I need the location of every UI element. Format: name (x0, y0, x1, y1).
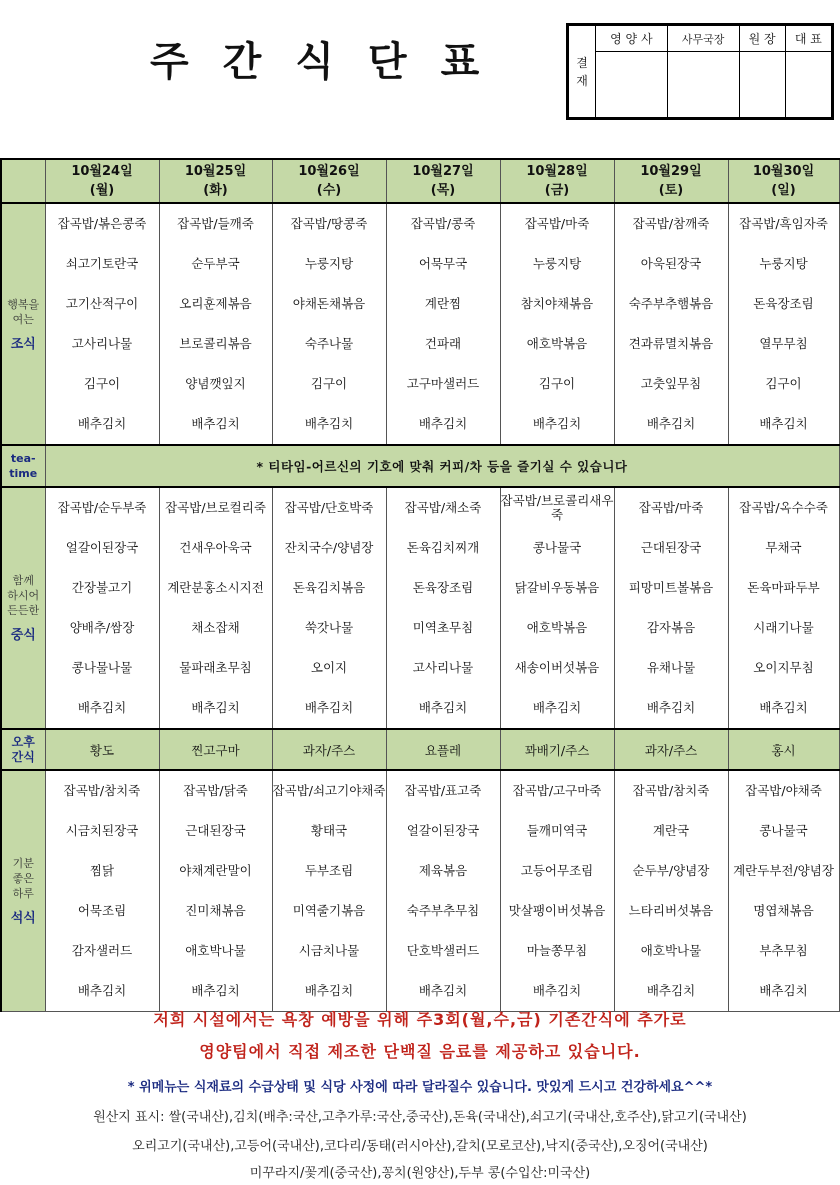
menu-item: 순두부/양념장 (632, 863, 710, 878)
title-char: 주 (150, 39, 197, 85)
snack-item: 과자/주스 (272, 729, 386, 770)
menu-item: 잡곡밥/볶은콩죽 (57, 216, 147, 231)
menu-item: 잡곡밥/브로컬리죽 (165, 500, 266, 515)
menu-item: 고춧잎무침 (640, 376, 702, 391)
menu-item: 돈육장조림 (412, 580, 474, 595)
menu-item: 간장불고기 (71, 580, 133, 595)
breakfast-day-cell (159, 203, 272, 445)
approval-role: 영 양 사 (596, 26, 668, 52)
lunch-day-cell (386, 487, 500, 729)
menu-item: 시금치나물 (298, 943, 360, 958)
menu-item: 감자볶음 (646, 620, 696, 635)
menu-item: 잡곡밥/참치죽 (63, 783, 141, 798)
menu-item: 배추김치 (418, 416, 468, 431)
menu-item: 고구마샐러드 (406, 376, 480, 391)
day-date: 10월25일 (184, 164, 247, 179)
menu-item: 잡곡밥/고구마죽 (512, 783, 602, 798)
day-of-week: (화) (203, 183, 228, 198)
menu-item: 진미채볶음 (185, 903, 246, 918)
menu-item: 숙주부추무침 (406, 903, 480, 918)
menu-item: 피망미트볼볶음 (628, 580, 714, 595)
menu-item: 오리훈제볶음 (179, 296, 252, 311)
menu-item: 잡곡밥/마죽 (638, 500, 704, 515)
approval-role: 대 표 (785, 26, 831, 52)
menu-item: 오이지 (310, 660, 348, 675)
menu-item: 배추김치 (191, 700, 240, 715)
snack-item: 꽈배기/주스 (500, 729, 614, 770)
menu-item: 배추김치 (77, 700, 127, 715)
menu-item: 잡곡밥/옥수수죽 (739, 500, 828, 515)
menu-item: 콩나물나물 (71, 660, 133, 675)
menu-item: 브로콜리볶음 (179, 336, 252, 351)
menu-item: 고사리나물 (71, 336, 133, 351)
notice-red-line-1: 저희 시설에서는 욕창 예방을 위해 주3회(월,수,금) 기존간식에 추가로 (153, 1010, 687, 1029)
menu-item: 애호박볶음 (526, 336, 588, 351)
snack-item: 요플레 (386, 729, 500, 770)
breakfast-day-cell (614, 203, 728, 445)
menu-item: 잡곡밥/콩죽 (410, 216, 476, 231)
menu-item: 얼갈이된장국 (65, 540, 139, 555)
breakfast-label-subtitle: 행복을 여는 (7, 297, 40, 326)
menu-item: 잡곡밥/브로콜리새우죽 (500, 493, 614, 522)
menu-item: 잡곡밥/마죽 (524, 216, 590, 231)
menu-item: 누룽지탕 (304, 256, 354, 271)
menu-item: 고사리나물 (412, 660, 474, 675)
dinner-label-subtitle: 기분 좋은 하루 (12, 857, 34, 900)
menu-item: 고등어무조림 (520, 863, 594, 878)
date-header-row (1, 159, 839, 203)
snack-item: 홍시 (728, 729, 839, 770)
approval-label-2: 재 (576, 73, 588, 88)
menu-item: 배추김치 (532, 983, 582, 998)
menu-item: 배추김치 (759, 983, 808, 998)
dinner-day-cell (728, 770, 839, 1012)
lunch-day-cell (159, 487, 272, 729)
notice-blue-line: * 위메뉴는 식재료의 수급상태 및 식당 사정에 따라 달라질수 있습니다. 맛있게 드시고 건강하세요^^* (127, 1080, 713, 1095)
menu-item: 계란찜 (424, 296, 462, 311)
menu-item: 배추김치 (77, 416, 127, 431)
menu-item: 애호박나물 (185, 943, 246, 958)
menu-item: 김구이 (83, 376, 121, 391)
menu-item: 계란두부전/양념장 (733, 863, 834, 878)
menu-item: 배추김치 (759, 700, 808, 715)
signature-box[interactable] (667, 52, 739, 118)
weekly-menu-table (0, 158, 840, 1012)
teatime-label (1, 445, 45, 487)
day-header (159, 159, 272, 203)
breakfast-day-cell (45, 203, 159, 445)
menu-item: 참치야채볶음 (520, 296, 594, 311)
breakfast-day-cell (500, 203, 614, 445)
menu-item: 잡곡밥/표고죽 (404, 783, 482, 798)
title-char: 표 (440, 39, 488, 85)
menu-item: 시래기나물 (753, 620, 814, 635)
menu-item: 배추김치 (304, 700, 354, 715)
menu-item: 야채계란말이 (179, 863, 252, 878)
approval-role: 원 장 (739, 26, 785, 52)
lunch-day-cell (728, 487, 839, 729)
snack-item: 찐고구마 (159, 729, 272, 770)
menu-item: 쑥갓나물 (304, 620, 354, 635)
day-date: 10월27일 (412, 164, 474, 179)
lunch-day-cell (45, 487, 159, 729)
origin-line-1: 원산지 표시: 쌀(국내산),김치(배추:국산,고추가루:국산,중국산),돈육(국내산),쇠고기(국내산,호주산),닭고기(국내산) (93, 1110, 747, 1125)
dinner-day-cell (272, 770, 386, 1012)
lunch-label (1, 487, 45, 729)
menu-item: 콩나물국 (759, 823, 808, 838)
menu-item: 애호박나물 (640, 943, 702, 958)
menu-item: 두부조림 (304, 863, 354, 878)
menu-item: 잡곡밥/땅콩죽 (290, 216, 368, 231)
menu-item: 물파래초무침 (179, 660, 252, 675)
snack-label (1, 729, 45, 770)
menu-item: 배추김치 (532, 700, 582, 715)
menu-item: 양념깻잎지 (185, 376, 246, 391)
origin-line-3: 미꾸라지/꽃게(중국산),꽁치(원양산),두부 콩(수입산:미국산) (249, 1166, 591, 1181)
menu-item: 배추김치 (418, 983, 468, 998)
dinner-day-cell (614, 770, 728, 1012)
menu-item: 배추김치 (646, 416, 696, 431)
menu-item: 잡곡밥/들깨죽 (177, 216, 254, 231)
origin-line-2: 오리고기(국내산),고등어(국내산),코다리/동태(러시아산),갈치(모로코산),낙지(중국산),오징어(국내산) (132, 1139, 708, 1154)
menu-item: 고기산적구이 (65, 296, 139, 311)
menu-item: 야채돈채볶음 (292, 296, 366, 311)
menu-item: 미역줄기볶음 (292, 903, 366, 918)
menu-item: 건새우아욱국 (179, 540, 252, 555)
menu-item: 돈육김치볶음 (292, 580, 366, 595)
menu-item: 배추김치 (304, 416, 354, 431)
menu-item: 감자샐러드 (71, 943, 133, 958)
menu-item: 부추무침 (759, 943, 808, 958)
menu-item: 제육볶음 (418, 863, 468, 878)
menu-item: 황태국 (310, 823, 348, 838)
snack-label-subtitle: 오후 간식 (11, 734, 35, 764)
signature-box[interactable] (596, 52, 668, 118)
day-date: 10월26일 (298, 164, 360, 179)
title-char: 식 (295, 39, 342, 85)
menu-item: 쇠고기토란국 (65, 256, 139, 271)
menu-item: 잡곡밥/단호박죽 (284, 500, 374, 515)
day-of-week: (수) (316, 183, 342, 198)
menu-item: 잡곡밥/닭죽 (183, 783, 248, 798)
teatime-label-subtitle: tea- time (9, 452, 38, 480)
menu-item: 계란국 (652, 823, 690, 838)
day-date: 10월28일 (526, 164, 588, 179)
dinner-day-cell (500, 770, 614, 1012)
menu-item: 배추김치 (191, 416, 240, 431)
snack-item: 황도 (45, 729, 159, 770)
menu-item: 아욱된장국 (640, 256, 702, 271)
day-header (728, 159, 839, 203)
signature-box[interactable] (785, 52, 831, 118)
menu-item: 돈육장조림 (753, 296, 814, 311)
dinner-day-cell (159, 770, 272, 1012)
lunch-day-cell (272, 487, 386, 729)
menu-item: 콩나물국 (532, 540, 582, 555)
day-of-week: (일) (771, 183, 796, 198)
menu-item: 채소잡채 (191, 620, 240, 635)
lunch-label-subtitle: 함께 하시어 든든한 (7, 574, 40, 617)
approval-role: 사무국장 (667, 26, 739, 52)
menu-item: 잡곡밥/참치죽 (632, 783, 710, 798)
snack-row (1, 729, 839, 770)
menu-item: 양배추/쌈장 (69, 620, 135, 635)
approval-label-1: 결 (576, 55, 588, 70)
teatime-row (1, 445, 839, 487)
approval-box (566, 23, 834, 120)
menu-item: 잡곡밥/순두부죽 (57, 500, 147, 515)
title-char: 단 (367, 39, 415, 85)
signature-box[interactable] (739, 52, 785, 118)
day-date: 10월30일 (752, 164, 815, 179)
menu-item: 숙주부추햄볶음 (628, 296, 714, 311)
day-header (45, 159, 159, 203)
menu-item: 미역초무침 (412, 620, 474, 635)
corner-cell (1, 159, 45, 203)
day-of-week: (월) (89, 183, 115, 198)
menu-item: 새송이버섯볶음 (514, 660, 600, 675)
menu-item: 김구이 (310, 376, 348, 391)
day-header (386, 159, 500, 203)
page-title (150, 30, 513, 87)
menu-item: 어묵무국 (418, 256, 468, 271)
day-header (614, 159, 728, 203)
menu-item: 단호박샐러드 (406, 943, 480, 958)
dinner-label (1, 770, 45, 1012)
menu-item: 마늘쫑무침 (526, 943, 588, 958)
snack-item: 과자/주스 (614, 729, 728, 770)
menu-item: 배추김치 (191, 983, 240, 998)
menu-item: 잡곡밥/참깨죽 (632, 216, 710, 231)
menu-item: 찜닭 (89, 863, 115, 878)
menu-item: 누룽지탕 (759, 256, 808, 271)
lunch-row (1, 487, 839, 729)
menu-item: 애호박볶음 (526, 620, 588, 635)
menu-item: 맛살팽이버섯볶음 (508, 903, 606, 918)
breakfast-row (1, 203, 839, 445)
menu-item: 김구이 (765, 376, 802, 391)
title-char: 간 (222, 39, 270, 85)
lunch-label-title: 중식 (10, 628, 36, 643)
menu-item: 돈육김치찌개 (406, 540, 480, 555)
breakfast-day-cell (272, 203, 386, 445)
dinner-label-title: 석식 (10, 911, 36, 926)
dinner-day-cell (45, 770, 159, 1012)
menu-item: 배추김치 (759, 416, 808, 431)
day-of-week: (금) (544, 183, 570, 198)
breakfast-day-cell (728, 203, 839, 445)
menu-item: 무채국 (765, 540, 802, 555)
day-header (500, 159, 614, 203)
menu-item: 돈육마파두부 (747, 580, 820, 595)
menu-item: 배추김치 (77, 983, 127, 998)
menu-item: 누룽지탕 (532, 256, 582, 271)
lunch-day-cell (500, 487, 614, 729)
menu-item: 배추김치 (532, 416, 582, 431)
menu-item: 어묵조림 (77, 903, 127, 918)
menu-item: 순두부국 (191, 256, 240, 271)
dinner-day-cell (386, 770, 500, 1012)
menu-item: 얼갈이된장국 (406, 823, 480, 838)
menu-item: 건파래 (424, 336, 462, 351)
day-header (272, 159, 386, 203)
menu-item: 숙주나물 (304, 336, 354, 351)
dinner-row (1, 770, 839, 1012)
menu-item: 느타리버섯볶음 (628, 903, 714, 918)
menu-item: 열무무침 (759, 336, 808, 351)
menu-item: 배추김치 (418, 700, 468, 715)
menu-item: 명엽채볶음 (753, 903, 814, 918)
day-of-week: (목) (430, 183, 456, 198)
menu-item: 근대된장국 (185, 823, 246, 838)
breakfast-label-title: 조식 (10, 336, 36, 352)
breakfast-day-cell (386, 203, 500, 445)
menu-item: 근대된장국 (640, 540, 702, 555)
menu-item: 오이지무침 (753, 660, 814, 675)
menu-item: 잡곡밥/야채죽 (745, 783, 822, 798)
menu-item: 배추김치 (646, 700, 696, 715)
menu-item: 잡곡밥/흑임자죽 (739, 216, 828, 231)
day-of-week: (토) (658, 183, 684, 198)
breakfast-label (1, 203, 45, 445)
menu-item: 유채나물 (646, 660, 696, 675)
menu-item: 김구이 (538, 376, 576, 391)
menu-item: 배추김치 (646, 983, 696, 998)
menu-item: 들깨미역국 (526, 823, 588, 838)
menu-item: 잔치국수/양념장 (284, 540, 374, 555)
lunch-day-cell (614, 487, 728, 729)
teatime-message: * 티타임-어르신의 기호에 맞춰 커피/차 등을 즐기실 수 있습니다 (45, 445, 839, 487)
notice-red-line-2: 영양팀에서 직접 제조한 단백질 음료를 제공하고 있습니다. (199, 1042, 641, 1061)
menu-item: 계란분홍소시지전 (167, 580, 264, 595)
day-date: 10월29일 (640, 164, 702, 179)
approval-label (569, 26, 596, 118)
menu-item: 시금치된장국 (65, 823, 139, 838)
menu-item: 잡곡밥/채소죽 (404, 500, 482, 515)
menu-item: 닭갈비우동볶음 (514, 580, 600, 595)
menu-item: 견과류멸치볶음 (628, 336, 714, 351)
menu-item: 배추김치 (304, 983, 354, 998)
day-date: 10월24일 (71, 164, 133, 179)
menu-item: 잡곡밥/쇠고기야채죽 (272, 783, 386, 798)
